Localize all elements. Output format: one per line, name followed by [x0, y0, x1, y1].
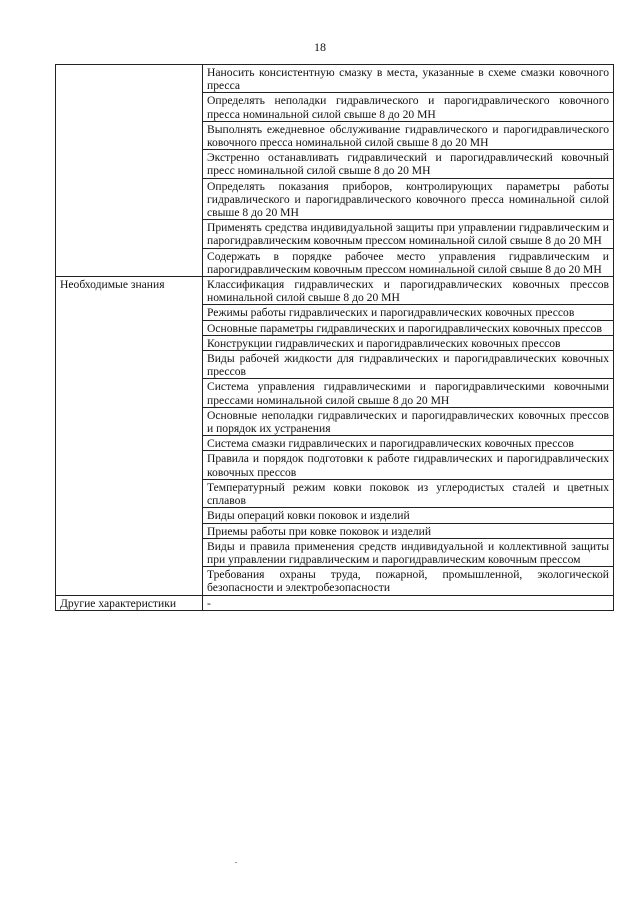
table-cell: Содержать в порядке рабочее место управления гидравлическим и парогидравлическим ковочным прессом номинальной силой свыше 8 до 20 МН: [203, 248, 614, 276]
table-cell: Система смазки гидравлических и парогидравлических ковочных прессов: [203, 436, 614, 451]
table-cell: Температурный режим ковки поковок из углеродистых сталей и цветных сплавов: [203, 479, 614, 507]
table-cell: -: [203, 595, 614, 610]
table-cell: Основные параметры гидравлических и парогидравлических ковочных прессов: [203, 320, 614, 335]
table-cell: Выполнять ежедневное обслуживание гидравлического и парогидравлического ковочного пресса номинальной силой свыше 8 до 20 МН: [203, 121, 614, 149]
section-label: Другие характеристики: [56, 595, 203, 610]
table-cell: Требования охраны труда, пожарной, промышленной, экологической безопасности и электробезопасности: [203, 567, 614, 595]
table-cell: Экстренно останавливать гидравлический и парогидравлический ковочный пресс номинальной силой свыше 8 до 20 МН: [203, 150, 614, 178]
scan-artifact: [235, 862, 237, 863]
table-cell: Приемы работы при ковке поковок и изделий: [203, 523, 614, 538]
table-cell: Виды рабочей жидкости для гидравлических и парогидравлических ковочных прессов: [203, 351, 614, 379]
table-cell: Определять неполадки гидравлического и парогидравлического ковочного пресса номинальной силой свыше 8 до 20 МН: [203, 93, 614, 121]
table-cell: Режимы работы гидравлических и парогидравлических ковочных прессов: [203, 305, 614, 320]
table-cell: Классификация гидравлических и парогидравлических ковочных прессов номинальной силой свыше 8 до 20 МН: [203, 277, 614, 305]
specification-table: [55, 64, 614, 611]
table-cell: Наносить консистентную смазку в места, указанные в схеме смазки ковочного пресса: [203, 65, 614, 93]
table-cell: Виды операций ковки поковок и изделий: [203, 508, 614, 523]
table-cell: Правила и порядок подготовки к работе гидравлических и парогидравлических ковочных прессов: [203, 451, 614, 479]
table-cell: Система управления гидравлическими и парогидравлическими ковочными прессами номинальной силой свыше 8 до 20 МН: [203, 379, 614, 407]
table-cell: Основные неполадки гидравлических и парогидравлических ковочных прессов и порядок их устранения: [203, 407, 614, 435]
table-row: [56, 277, 614, 305]
table-cell: Конструкции гидравлических и парогидравлических ковочных прессов: [203, 335, 614, 350]
table-row: [56, 595, 614, 610]
table-cell: Применять средства индивидуальной защиты при управлении гидравлическим и парогидравлическим ковочным прессом номинальной силой свыше 8 до 20 МН: [203, 220, 614, 248]
page-number: 18: [314, 40, 326, 54]
table-cell: Виды и правила применения средств индивидуальной и коллективной защиты при управлении гидравлическим и парогидравлическим ковочным прессом: [203, 538, 614, 566]
table-cell: Определять показания приборов, контролирующих параметры работы гидравлического и парогидравлического ковочного пресса номинальной силой свыше 8 до 20 МН: [203, 178, 614, 220]
table-row: [56, 65, 614, 93]
section-label: Необходимые знания: [56, 277, 203, 595]
section-label: [56, 65, 203, 277]
